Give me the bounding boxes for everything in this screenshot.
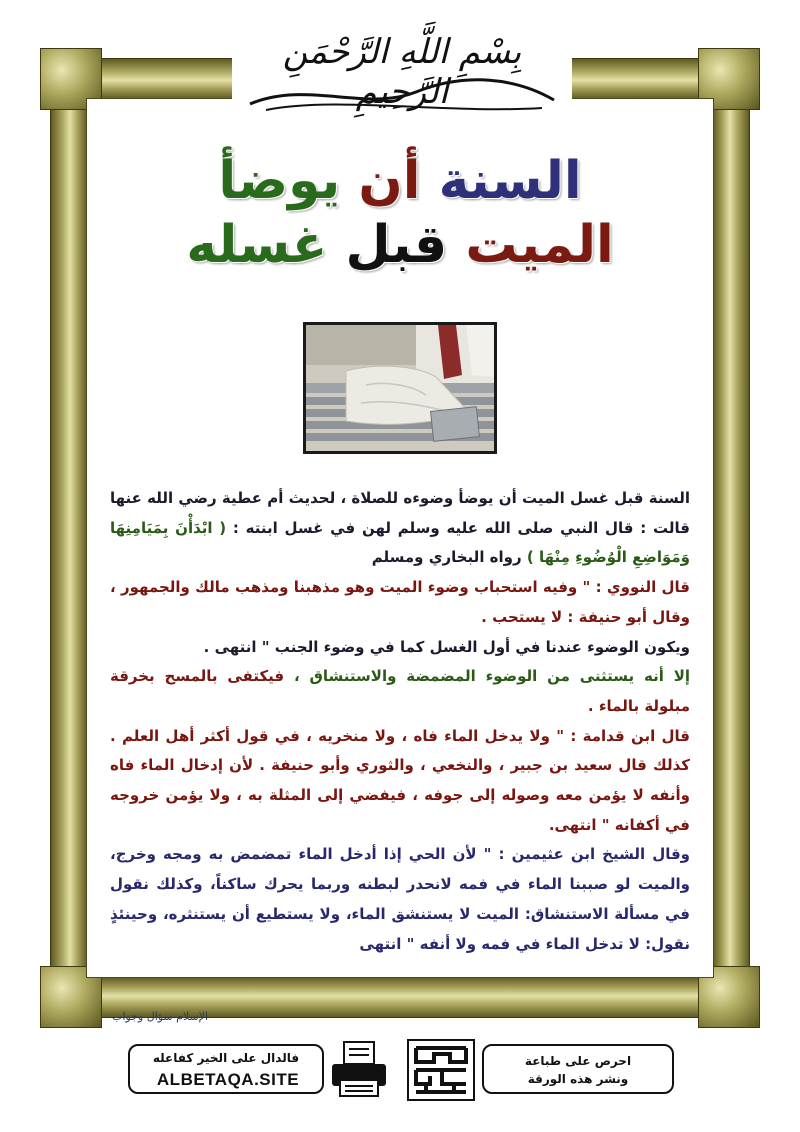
paragraph-text: فيكتفى بالمسح بخرقة مبلولة بالماء . (110, 667, 690, 715)
paragraph (110, 633, 690, 663)
paragraph (110, 484, 690, 573)
site-link[interactable]: ALBETAQA.SITE (156, 1070, 300, 1089)
paragraph-text: ويكون الوضوء عندنا في أول الغسل كما في وضوء الجنب " انتهى . (203, 637, 690, 656)
page-title-line-1 (100, 150, 700, 212)
title-word: قبل (327, 215, 466, 275)
hadith-quote: ( ابْدَأْنَ بِمَيَامِنِهَا وَمَوَاضِعِ الْوُضُوءِ مِنْهَا ) (110, 518, 690, 567)
paragraph-text: السنة قبل غسل الميت أن يوضأ وضوءه للصلاة ، لحديث أم عطية رضي الله عنها قالت : قال النبي صلى الله عليه وسلم لهن في غسل ابنته : (110, 489, 690, 537)
printer-icon (328, 1038, 390, 1102)
da3wa-logo-icon (406, 1038, 476, 1102)
title-word: الميت (465, 215, 614, 275)
footer-motto: فالدال على الخير كفاعله (152, 1051, 300, 1065)
footer-print-box (482, 1044, 674, 1094)
title-word: غسله (186, 215, 328, 275)
calligraphy-swash-icon (246, 74, 558, 114)
footer-print-line: ونشر هذه الورقة (527, 1072, 629, 1086)
title-word: أن (340, 151, 439, 211)
footer-print-line: احرص على طباعة (524, 1054, 632, 1068)
page-title-line-2 (100, 214, 700, 276)
paragraph-text: قال ابن قدامة : " ولا يدخل الماء فاه ، ولا منخريه ، في قول أكثر أهل العلم . كذلك قال سعيد بن جبير ، والنخعي ، والثوري وأبو حنيفة . لأن إدخال الماء فاه وأنفه لا يؤمن معه وصوله إلى جوفه ، فيفضي إلى المثلة به ، ولا يؤمن خروجه في أكفانه " انتهى. (110, 726, 690, 834)
photo-illustration (306, 325, 494, 451)
paragraph (110, 573, 690, 632)
title-word: السنة (438, 151, 582, 211)
basmala-plate (232, 12, 572, 116)
paragraph (110, 662, 690, 721)
paragraph-text: قال النووي : " وفيه استحباب وضوء الميت وهو مذهبنا ومذهب مالك والجمهور ، وقال أبو حنيفة : لا يستحب . (110, 578, 690, 626)
washing-table-photo (303, 322, 497, 454)
footer-site-box (128, 1044, 324, 1094)
paragraph (110, 722, 690, 841)
paragraph-text: وقال الشيخ ابن عثيمين : " لأن الحي إذا أدخل الماء تمضمض به ومجه وخرج، والميت لو صببنا الماء في فمه لانحدر لبطنه وربما يحرك ساكناً، وكذلك نقول في مسألة الاستنشاق: الميت لا يستنشق الماء، ولا يستطيع أن يستنثره، وحينئذٍ نقول: لا تدخل الماء في فمه ولا أنفه " انتهى (110, 845, 690, 953)
paragraph-text: رواه البخاري ومسلم (371, 548, 522, 567)
paragraph (110, 840, 690, 959)
source-credit: الإسلام سؤال وجواب (112, 1010, 209, 1023)
frame-right (710, 58, 750, 1018)
article-body (110, 484, 690, 959)
title-word: يوضأ (218, 151, 341, 211)
frame-left (50, 58, 90, 1018)
paragraph-text: إلا أنه يستثنى من الوضوء المضمضة والاستنشاق ، (293, 667, 690, 686)
footer-bar (128, 1038, 674, 1102)
basmala-calligraphy: بِسْمِ اللَّهِ الرَّحْمَنِ الرَّحِيمِ (282, 32, 522, 112)
